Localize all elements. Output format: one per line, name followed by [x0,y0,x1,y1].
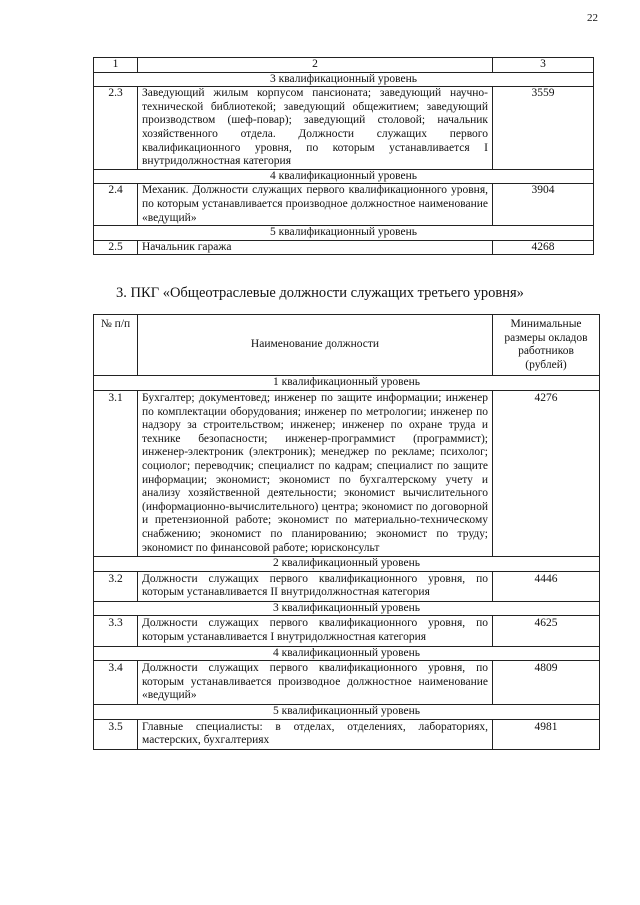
salary-table-level-3 [93,314,600,750]
qualification-level: 4 квалификационный уровень [94,646,600,661]
row-number: 2.3 [94,87,138,170]
salary-amount: 4981 [493,719,600,749]
section-title: 3. ПКГ «Общеотраслевые должности служащих третьего уровня» [116,285,524,301]
salary-amount: 4809 [493,661,600,705]
level-row [94,226,594,241]
row-number: 2.5 [94,240,138,255]
level-row [94,72,594,87]
table-row [94,87,594,170]
qualification-level: 2 квалификационный уровень [94,557,600,572]
salary-amount: 3904 [493,184,594,226]
row-number: 3.5 [94,719,138,749]
position-name: Бухгалтер; документовед; инженер по защите информации; инженер по комплектации оборудования; инженер по метрологии; инженер по надзору за строительством; инженер; инженер по охране труда и технике безопасности; инженер-программист (программист); инженер-электроник (электроник); менеджер по рекламе; психолог; социолог; переводчик; специалист по кадрам; специалист по защите информации; экономист; экономист по бухгалтерскому учету и анализу хозяйственной деятельности; экономист вычислительного (информационно-вычислительного) центра; экономист по договорной и претензионной работе; экономист по материально-техническому снабжению; экономист по планированию; экономист по труду; экономист по финансовой работе; юрисконсульт [138,390,493,556]
level-row [94,169,594,184]
qualification-level: 1 квалификационный уровень [94,376,600,391]
header-row-number: № п/п [94,315,138,376]
table-row [94,390,600,556]
header-salary: Минимальные размеры окладов работников (рублей) [493,315,600,376]
level-row [94,646,600,661]
salary-table-continued [93,57,594,255]
salary-amount: 3559 [493,87,594,170]
header-position-name: Наименование должности [138,315,493,376]
salary-amount: 4276 [493,390,600,556]
table-row [94,571,600,601]
salary-amount: 4446 [493,571,600,601]
row-number: 2.4 [94,184,138,226]
qualification-level: 4 квалификационный уровень [94,169,594,184]
row-number: 3.4 [94,661,138,705]
position-name: Начальник гаража [138,240,493,255]
column-number-1: 1 [94,58,138,73]
position-name: Главные специалисты: в отделах, отделениях, лабораториях, мастерских, бухгалтериях [138,719,493,749]
qualification-level: 5 квалификационный уровень [94,705,600,720]
qualification-level: 5 квалификационный уровень [94,226,594,241]
table-row [94,719,600,749]
position-name: Механик. Должности служащих первого квалификационного уровня, по которым устанавливается производное должностное наименование «ведущий» [138,184,493,226]
page-number: 22 [587,12,598,24]
column-number-3: 3 [493,58,594,73]
table-row [94,240,594,255]
salary-amount: 4625 [493,616,600,646]
position-name: Заведующий жилым корпусом пансионата; заведующий научно-технической библиотекой; заведующий общежитием; заведующий производством (шеф-повар); заведующий столовой; начальник хозяйственного отдела. Должности служащих первого квалификационного уровня, по которым устанавливается I внутридолжностная категория [138,87,493,170]
row-number: 3.1 [94,390,138,556]
column-number-row [94,58,594,73]
qualification-level: 3 квалификационный уровень [94,72,594,87]
level-row [94,705,600,720]
table-row [94,616,600,646]
qualification-level: 3 квалификационный уровень [94,601,600,616]
position-name: Должности служащих первого квалификационного уровня, по которым устанавливается производное должностное наименование «ведущий» [138,661,493,705]
salary-amount: 4268 [493,240,594,255]
row-number: 3.3 [94,616,138,646]
table-row [94,184,594,226]
row-number: 3.2 [94,571,138,601]
position-name: Должности служащих первого квалификационного уровня, по которым устанавливается II внутридолжностная категория [138,571,493,601]
table-row [94,661,600,705]
header-row [94,315,600,376]
position-name: Должности служащих первого квалификационного уровня, по которым устанавливается I внутридолжностная категория [138,616,493,646]
level-row [94,601,600,616]
level-row [94,376,600,391]
level-row [94,557,600,572]
column-number-2: 2 [138,58,493,73]
